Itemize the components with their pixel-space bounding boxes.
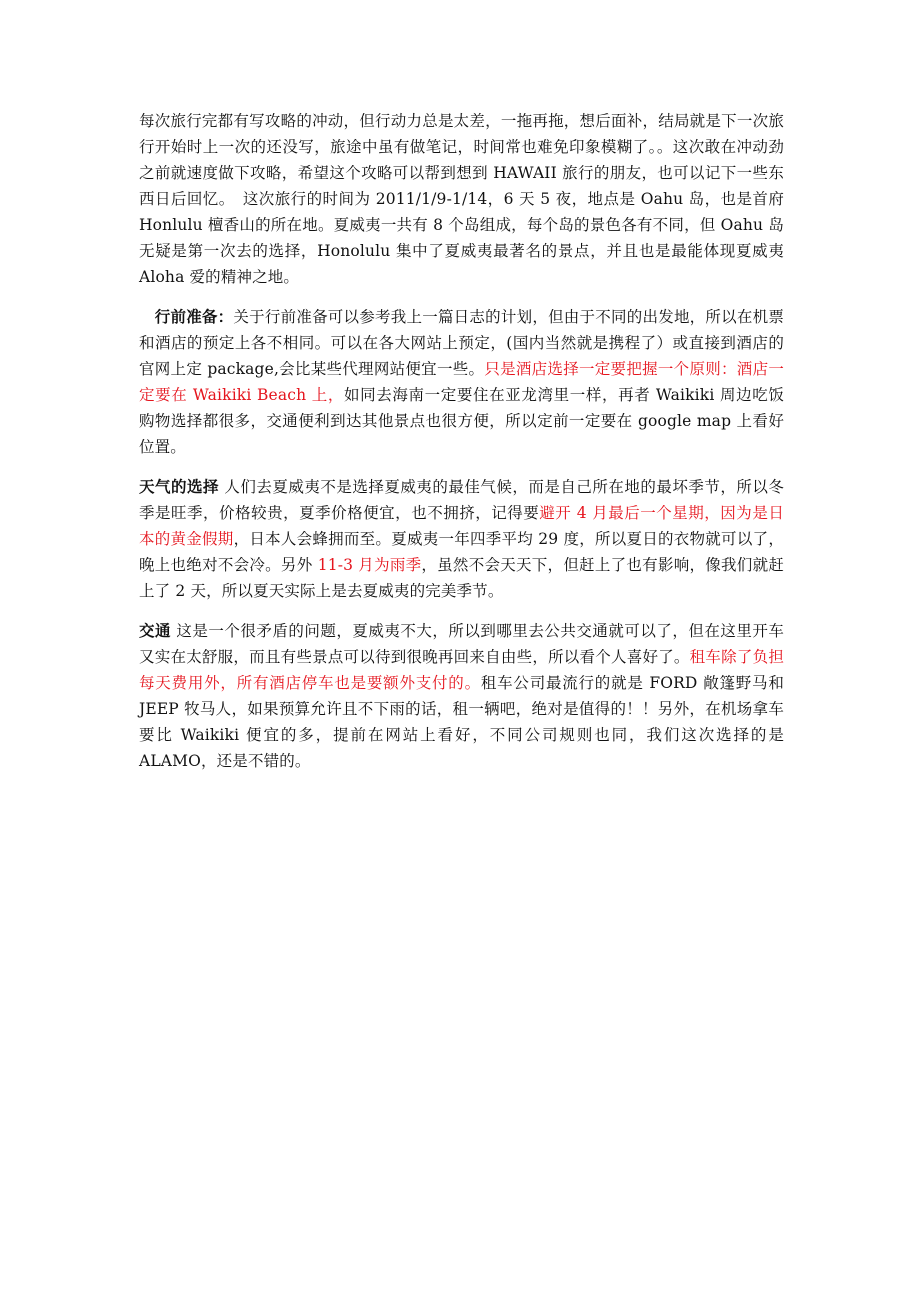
- transport-heading: 交通: [139, 622, 171, 640]
- document-page: [139, 108, 784, 788]
- weather-paragraph: [139, 474, 784, 604]
- preparation-text-end: 如同去海南一定要住在亚龙湾里一样，再者 Waikiki 周边吃饭购物选择都很多，交通便利到达其他景点也很方便，所以定前一定要在 google map 上看好位置。: [139, 386, 784, 456]
- preparation-text: 关于行前准备可以参考我上一篇日志的计划，但由于不同的出发地，所以在机票和酒店的预定上各不相同。可以在各大网站上预定，(国内当然就是携程了）或直接到酒店的官网上定 package,会比某些代理网站便宜一些。: [139, 308, 784, 378]
- transport-paragraph: [139, 618, 784, 774]
- weather-text: 人们去夏威夷不是选择夏威夷的最佳气候，而是自己所在地的最坏季节，所以冬季是旺季，价格较贵，夏季价格便宜，也不拥挤，记得要: [139, 478, 784, 522]
- transport-text: 这是一个很矛盾的问题，夏威夷不大，所以到哪里去公共交通就可以了，但在这里开车又实在太舒服，而且有些景点可以待到很晚再回来自由些，所以看个人喜好了。: [139, 622, 784, 666]
- preparation-heading: 行前准备：: [139, 308, 234, 326]
- parking-fee-highlight: 租车除了负担每天费用外，所有酒店停车也是要额外支付的。: [139, 648, 784, 692]
- golden-week-highlight: 避开 4 月最后一个星期，因为是日本的黄金假期: [139, 504, 784, 548]
- transport-text-end: 租车公司最流行的就是 FORD 敞篷野马和 JEEP 牧马人，如果预算允许且不下雨的话，租一辆吧，绝对是值得的！！另外，在机场拿车要比 Waikiki 便宜的多，提前在网站上看好，不同公司规则也同，我们这次选择的是 ALAMO，还是不错的。: [139, 674, 784, 770]
- intro-paragraph: [139, 108, 784, 290]
- preparation-paragraph: [139, 304, 784, 460]
- weather-text-end: ，虽然不会天天下，但赶上了也有影响，像我们就赶上了 2 天，所以夏天实际上是去夏威夷的完美季节。: [139, 556, 784, 600]
- rainy-season-highlight: 11-3 月为雨季: [317, 556, 422, 574]
- weather-text-middle: ，日本人会蜂拥而至。夏威夷一年四季平均 29 度，所以夏日的衣物就可以了，晚上也绝对不会冷。另外: [139, 530, 784, 574]
- weather-heading: 天气的选择: [139, 478, 219, 496]
- intro-text: 每次旅行完都有写攻略的冲动，但行动力总是太差，一拖再拖，想后面补，结局就是下一次旅行开始时上一次的还没写，旅途中虽有做笔记，时间常也难免印象模糊了。。这次敢在冲动劲之前就速度做下攻略，希望这个攻略可以帮到想到 HAWAII 旅行的朋友，也可以记下一些东西日后回忆。 这次旅行的时间为 2011/1/9-1/14，6 天 5 夜，地点是 Oahu 岛，也是首府 Honlulu 檀香山的所在地。夏威夷一共有 8 个岛组成，每个岛的景色各有不同，但 Oahu 岛无疑是第一次去的选择，Honolulu 集中了夏威夷最著名的景点，并且也是最能体现夏威夷 Aloha 爱的精神之地。: [139, 112, 784, 286]
- hotel-principle-highlight: 只是酒店选择一定要把握一个原则：酒店一定要在 Waikiki Beach 上，: [139, 360, 785, 404]
